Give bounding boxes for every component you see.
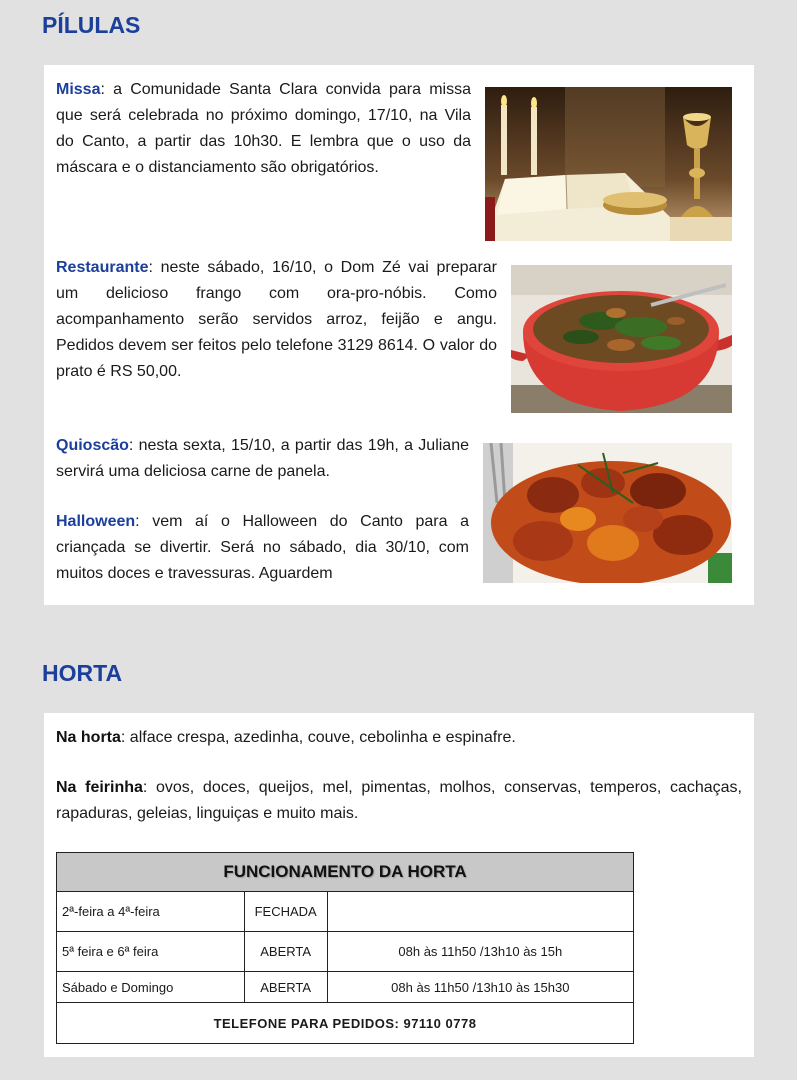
table-footer-phone: TELEFONE PARA PEDIDOS: 97110 0778: [57, 1003, 634, 1044]
na-feirinha-keyword: Na feirinha: [56, 779, 143, 796]
row-hours: 08h às 11h50 /13h10 às 15h30: [327, 972, 633, 1003]
horta-card: [44, 713, 754, 1057]
row-status: FECHADA: [244, 892, 327, 932]
horta-title: HORTA: [42, 660, 123, 686]
quioscao-photo: [483, 443, 732, 583]
restaurante-paragraph: [56, 255, 497, 385]
row-hours: 08h às 11h50 /13h10 às 15h: [327, 932, 633, 972]
quioscao-keyword: Quioscão: [56, 437, 129, 454]
na-horta-paragraph: [56, 725, 742, 751]
row-days: 2ª-feira a 4ª-feira: [57, 892, 245, 932]
row-hours: [327, 892, 633, 932]
row-status: ABERTA: [244, 972, 327, 1003]
table-row: [57, 892, 634, 932]
quioscao-paragraph: [56, 433, 469, 485]
table-row: [57, 932, 634, 972]
table-row: [57, 972, 634, 1003]
horta-schedule-table: [56, 852, 634, 1044]
halloween-text: : vem aí o Halloween do Canto para a criançada se divertir. Será no sábado, dia 30/10, com muitos doces e travessuras. Aguardem: [56, 513, 469, 582]
missa-photo: [485, 87, 732, 241]
pilulas-title: PÍLULAS: [42, 12, 141, 38]
table-header: FUNCIONAMENTO DA HORTA: [57, 853, 634, 892]
row-days: Sábado e Domingo: [57, 972, 245, 1003]
restaurante-keyword: Restaurante: [56, 259, 149, 276]
na-horta-text: : alface crespa, azedinha, couve, cebolinha e espinafre.: [120, 729, 516, 746]
na-feirinha-paragraph: [56, 775, 742, 827]
missa-paragraph: [56, 77, 471, 181]
halloween-keyword: Halloween: [56, 513, 136, 530]
na-horta-keyword: Na horta: [56, 729, 121, 746]
quioscao-text: : nesta sexta, 15/10, a partir das 19h, a Juliane servirá uma deliciosa carne de panela.: [56, 437, 469, 480]
restaurante-photo: [511, 265, 732, 413]
pilulas-card: [44, 65, 754, 605]
na-feirinha-text: : ovos, doces, queijos, mel, pimentas, molhos, conservas, temperos, cachaças, rapaduras, geleias, linguiças e muito mais.: [56, 779, 742, 822]
halloween-paragraph: [56, 509, 469, 587]
missa-keyword: Missa: [56, 81, 101, 98]
row-status: ABERTA: [244, 932, 327, 972]
missa-text: : a Comunidade Santa Clara convida para missa que será celebrada no próximo domingo, 17/10, na Vila do Canto, a partir das 10h30. E lembra que o uso da máscara e o distanciamento são obrigatórios.: [56, 81, 471, 176]
restaurante-text: : neste sábado, 16/10, o Dom Zé vai preparar um delicioso frango com ora-pro-nóbis. Como acompanhamento serão servidos arroz, feijão e angu. Pedidos devem ser feitos pelo telefone 3129 8614. O valor do prato é RS 50,00.: [56, 259, 497, 380]
row-days: 5ª feira e 6ª feira: [57, 932, 245, 972]
